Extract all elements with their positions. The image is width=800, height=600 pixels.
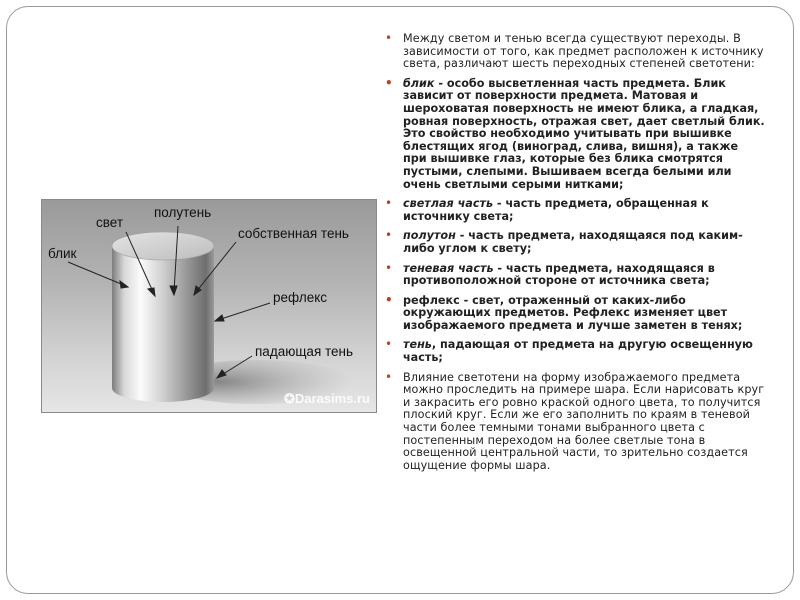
- cylinder-body: [112, 246, 214, 402]
- separator: -: [493, 197, 506, 211]
- label-padayushchaya-ten: падающая тень: [255, 344, 354, 359]
- bullet-icon: •: [385, 196, 393, 211]
- intro-paragraph: [385, 33, 765, 71]
- label-sobstvennaya-ten: собственная тень: [238, 226, 349, 241]
- term-refleks: рефлекс: [403, 293, 460, 307]
- term-poluton: полутон: [403, 229, 456, 243]
- outro-paragraph: [385, 369, 765, 473]
- label-svet: свет: [96, 215, 124, 230]
- term-svetlaya-chast: светлая часть: [403, 197, 494, 211]
- list-item-poluton: [385, 230, 765, 255]
- list-item-ten: [385, 339, 765, 364]
- definition-ten: падающая от предмета на другую освещенную часть;: [403, 338, 753, 365]
- term-blik: блик: [403, 76, 435, 90]
- bullet-icon: •: [385, 228, 393, 243]
- arrow-refleks-head: [215, 315, 224, 321]
- list-item-refleks: [385, 292, 765, 333]
- separator: -: [459, 293, 473, 307]
- bullet-icon: •: [385, 31, 393, 45]
- bullet-icon: •: [385, 292, 393, 307]
- list-item-blik: [385, 75, 765, 191]
- intro-text: Между светом и тенью всегда существуют переходы. В зависимости от того, как предмет расположен к источнику света, различают шесть переходных степеней светотени:: [403, 32, 764, 71]
- definition-poluton: часть предмета, находящаяся под каким-либо углом к свету;: [403, 229, 743, 255]
- outro-text: Влияние светотени на форму изображаемого предмета можно проследить на примере шара. Если нарисовать круг и закрасить его ровно краской одного цвета, то получится плоский круг. Если же его заполнить по краям в теневой части более темными тонами выбранного цвета с постепенным переходом на более светлые тона в освещенной центральной части, то зрительно создается ощущение формы шара.: [403, 370, 765, 472]
- term-tenevaya-chast: теневая часть: [403, 261, 494, 275]
- separator: -: [493, 261, 506, 275]
- list-item-tenevaya-chast: [385, 260, 765, 288]
- label-blik: блик: [48, 246, 77, 261]
- bullet-icon: •: [385, 260, 393, 275]
- slide: [6, 6, 794, 594]
- list-item-svetlaya-chast: [385, 198, 765, 223]
- cylinder-top: [112, 232, 214, 260]
- bullet-icon: •: [385, 369, 393, 384]
- definition-tenevaya-chast: часть предмета, находящаяся в противоположной стороне от источника света;: [403, 261, 715, 288]
- separator: -: [434, 76, 447, 90]
- separator: ,: [431, 338, 441, 352]
- bullet-icon: •: [385, 337, 393, 352]
- bullet-icon: •: [385, 75, 393, 90]
- definition-svetlaya-chast: часть предмета, обращенная к источнику света;: [403, 197, 709, 223]
- watermark: ✪Darasims.ru: [283, 391, 370, 406]
- separator: -: [455, 229, 469, 243]
- label-poluten: полутень: [154, 205, 212, 220]
- label-refleks: рефлекс: [273, 290, 328, 305]
- definition-blik: особо высветленная часть предмета. Блик зависит от поверхности предмета. Матовая и шероховатая поверхность не имеют блика, а гладкая, ровная поверхность, отражая свет, дает светлый блик. Это свойство необходимо учитывать при вышивке блестящих ягод (виноград, слива, вишня), а также при вышивке глаз, которые без блика смотрятся пустыми, слепыми. Вышиваем всегда белыми или очень светлыми серыми нитками;: [403, 76, 765, 191]
- arrow-refleks: [218, 303, 270, 320]
- definition-refleks: свет, отраженный от каких-либо окружающих предметов. Рефлекс изменяет цвет изображаемого предмета и лучше заметен в тенях;: [403, 293, 743, 332]
- cylinder-illustration: [41, 199, 377, 413]
- term-ten: тень: [403, 338, 432, 352]
- text-column: [385, 33, 765, 479]
